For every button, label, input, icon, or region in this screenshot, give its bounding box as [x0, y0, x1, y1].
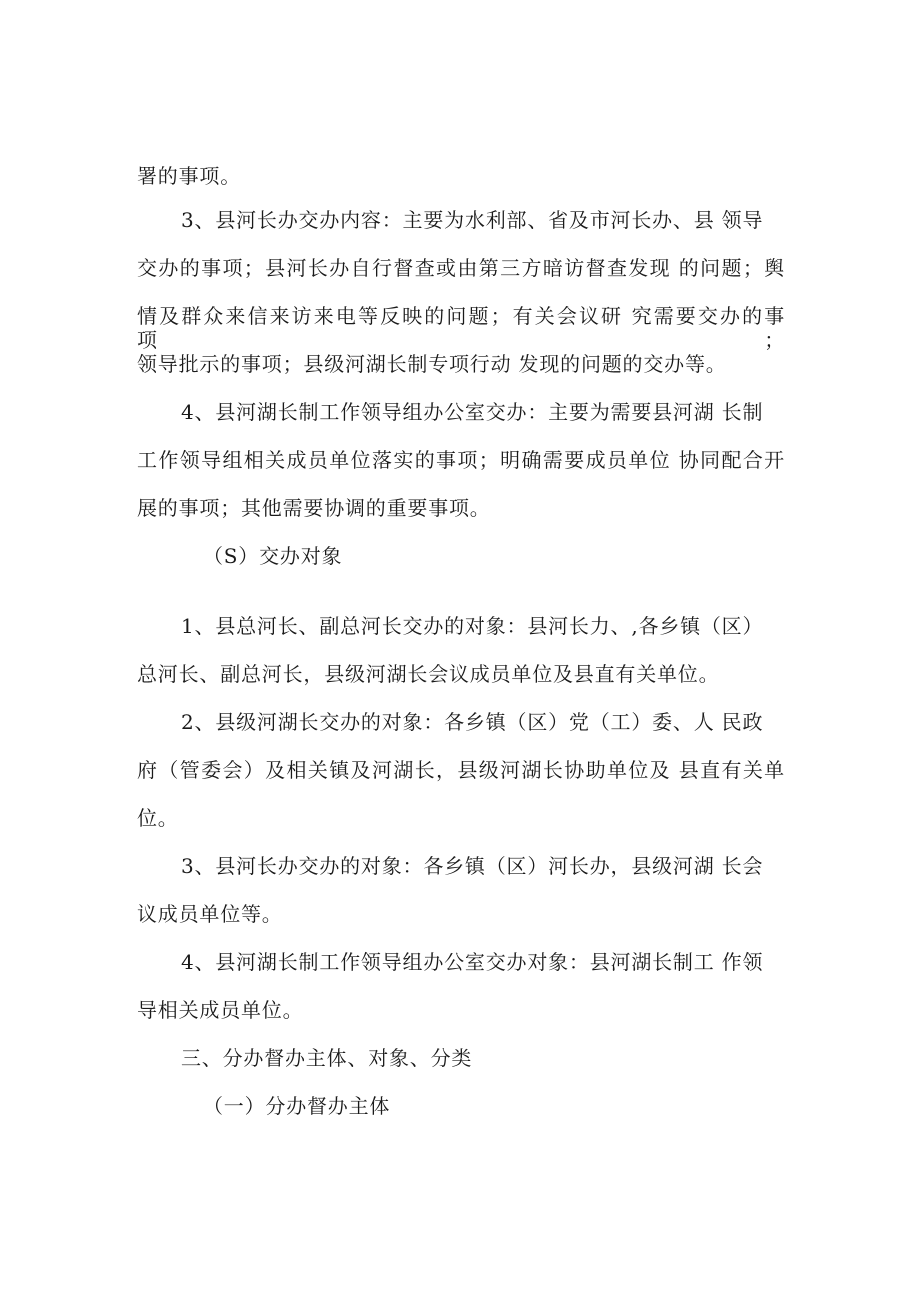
text-line: 导相关成员单位。: [137, 998, 304, 1022]
paragraph-start-line: 3、县河长办交办内容：主要为水利部、省及市河长办、县 领导: [181, 208, 764, 232]
text-line: 展的事项；其他需要协调的重要事项。: [137, 496, 491, 520]
text-line: 位。: [137, 806, 179, 830]
paragraph-start-line: 4、县河湖长制工作领导组办公室交办对象：县河湖长制工 作领: [181, 950, 764, 974]
text-line: 府（管委会）及相关镇及河湖长，县级河湖长协助单位及 县直有关单: [137, 758, 785, 782]
paragraph-start-line: 1、县总河长、副总河长交办的对象：县河长力、,各乡镇（区）: [181, 614, 764, 638]
text-line: 工作领导组相关成员单位落实的事项；明确需要成员单位 协同配合开: [137, 448, 785, 472]
subsection-heading: （一）分办督办主体: [203, 1094, 391, 1118]
paragraph-start-line: 4、县河湖长制工作领导组办公室交办：主要为需要县河湖 长制: [181, 400, 764, 424]
paragraph-start-line: 2、县级河湖长交办的对象：各乡镇（区）党（工）委、人 民政: [181, 710, 764, 734]
text-line: 署的事项。: [137, 164, 241, 188]
section-heading: 三、分办督办主体、对象、分类: [181, 1046, 473, 1070]
paragraph-start-line: 3、县河长办交办的对象：各乡镇（区）河长办，县级河湖 长会: [181, 854, 764, 878]
text-line: 情及群众来信来访来电等反映的问题；有关会议研 究需要交办的事项；: [137, 304, 785, 352]
text-line: 领导批示的事项；县级河湖长制专项行动 发现的问题的交办等。: [137, 352, 727, 376]
text-line: 交办的事项；县河长办自行督查或由第三方暗访督查发现 的问题；舆: [137, 256, 785, 280]
text-line: 议成员单位等。: [137, 902, 283, 926]
section-heading: （S）交办对象: [203, 544, 343, 568]
text-line: 总河长、副总河长，县级河湖长会议成员单位及县直有关单位。: [137, 662, 720, 686]
